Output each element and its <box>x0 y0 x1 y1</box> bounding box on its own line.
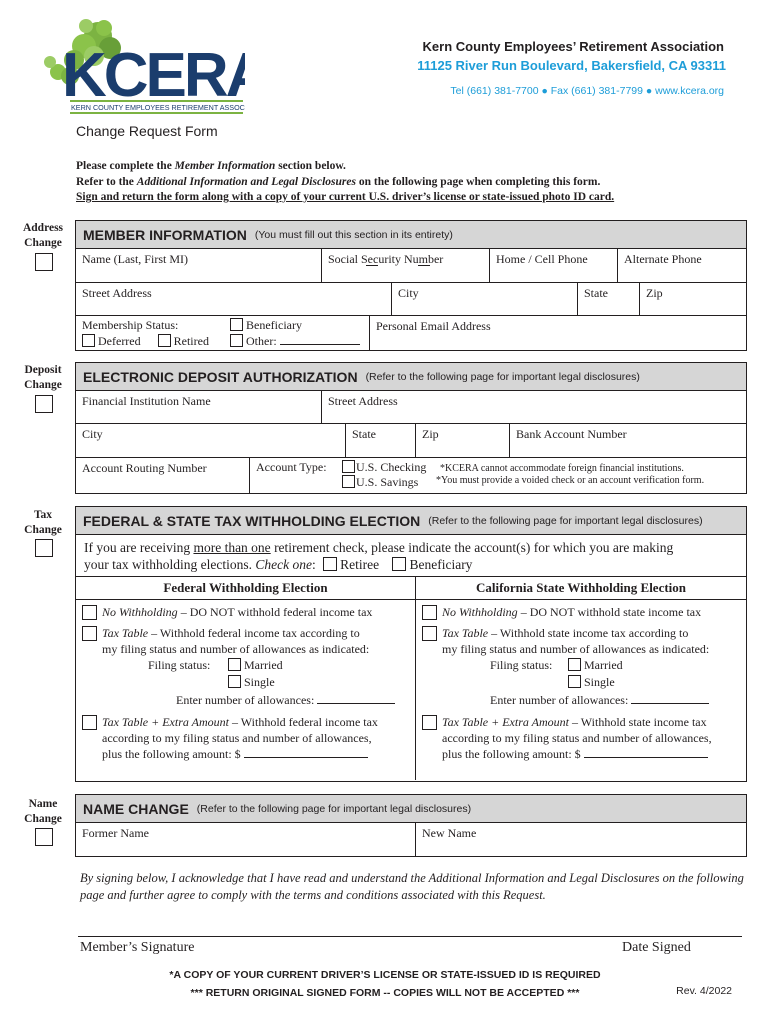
federal-column-heading: Federal Withholding Election <box>76 577 415 600</box>
state-no-withholding-option[interactable]: No Withholding – DO NOT withhold state income tax <box>416 604 746 620</box>
savings-checkbox[interactable] <box>342 475 355 488</box>
other-label: Other: <box>246 334 277 348</box>
tax-change-checkbox[interactable] <box>35 539 53 557</box>
state-extra-amount-input[interactable] <box>584 757 708 758</box>
federal-married-checkbox[interactable] <box>228 658 241 671</box>
deferred-label: Deferred <box>98 334 141 348</box>
state-field[interactable] <box>578 283 640 315</box>
institution-label: Financial Institution Name <box>82 394 211 408</box>
federal-married-option[interactable] <box>228 657 283 674</box>
other-input[interactable] <box>280 344 360 345</box>
other-option[interactable] <box>230 333 360 349</box>
member-section-header <box>76 221 746 249</box>
federal-tax-table-checkbox[interactable] <box>82 626 97 641</box>
name-change-section <box>75 794 747 857</box>
other-checkbox[interactable] <box>230 334 243 347</box>
checking-option[interactable] <box>342 460 426 475</box>
federal-extra-amount-option[interactable]: Tax Table + Extra Amount – Withhold federal income tax according to my filing status and number of allowances, plus the following amount: $ <box>76 714 415 762</box>
state-filing-status-label: Filing status: <box>490 658 553 672</box>
checking-label: U.S. Checking <box>356 460 427 474</box>
ssn-field[interactable] <box>322 249 490 282</box>
state-withholding-column <box>416 577 746 780</box>
ssn-separator <box>366 265 378 266</box>
federal-tax-table-option[interactable]: Tax Table – Withhold federal income tax according to my filing status and number of allowances as indicated: <box>76 625 415 657</box>
retired-option[interactable] <box>158 334 209 348</box>
name-change-title: NAME CHANGE <box>83 800 189 817</box>
city-field[interactable] <box>392 283 578 315</box>
retiree-label: Retiree <box>340 557 380 572</box>
membership-status-field <box>76 316 370 350</box>
member-section-title: MEMBER INFORMATION <box>83 226 247 243</box>
electronic-deposit-section <box>75 362 747 494</box>
logo-graphic <box>40 14 245 118</box>
retiree-option[interactable] <box>323 557 379 572</box>
institution-field[interactable] <box>76 391 322 423</box>
name-change-checkbox[interactable] <box>35 828 53 846</box>
member-information-section <box>75 220 747 351</box>
state-tax-table-checkbox[interactable] <box>422 626 437 641</box>
deposit-section-subtitle: (Refer to the following page for important legal disclosures) <box>365 370 640 383</box>
bank-street-field[interactable] <box>322 391 746 423</box>
federal-filing-status <box>76 657 415 691</box>
state-extra-amount-checkbox[interactable] <box>422 715 437 730</box>
checking-checkbox[interactable] <box>342 460 355 473</box>
tax-beneficiary-label: Beneficiary <box>409 557 473 572</box>
email-field[interactable] <box>370 316 746 350</box>
savings-label: U.S. Savings <box>356 475 419 489</box>
state-column-heading: California State Withholding Election <box>416 577 746 600</box>
email-label: Personal Email Address <box>376 319 491 333</box>
alternate-phone-label: Alternate Phone <box>624 252 702 266</box>
federal-married-label: Married <box>244 658 283 672</box>
federal-single-checkbox[interactable] <box>228 675 241 688</box>
state-married-option[interactable] <box>568 657 623 674</box>
name-change-label: Name Change <box>24 798 62 825</box>
tax-intro: If you are receiving more than one retirement check, please indicate the account(s) for which you are making your tax withholding elections. Check one: Retiree Beneficiary <box>76 535 746 577</box>
state-married-label: Married <box>584 658 623 672</box>
revision-date: Rev. 4/2022 <box>676 985 732 997</box>
org-address: 11125 River Run Boulevard, Bakersfield, CA 93311 <box>417 58 726 73</box>
tax-section-header <box>76 507 746 535</box>
logo-wordmark: KCER <box>62 41 226 110</box>
home-phone-label: Home / Cell Phone <box>496 252 588 266</box>
kcera-logo <box>40 14 245 118</box>
membership-status-label: Membership Status: <box>82 318 179 332</box>
street-address-field[interactable] <box>76 283 392 315</box>
state-label: State <box>584 286 608 300</box>
deferred-checkbox[interactable] <box>82 334 95 347</box>
deposit-section-title: ELECTRONIC DEPOSIT AUTHORIZATION <box>83 368 358 385</box>
bank-state-label: State <box>352 427 376 441</box>
zip-label: Zip <box>646 286 663 300</box>
org-name: Kern County Employees’ Retirement Association <box>422 39 724 54</box>
bank-state-field[interactable] <box>346 424 416 457</box>
deposit-change-label: Deposit Change <box>24 364 62 391</box>
deposit-section-header <box>76 363 746 391</box>
name-field[interactable] <box>76 249 322 282</box>
former-name-field[interactable] <box>76 823 416 856</box>
federal-single-option[interactable] <box>228 674 275 691</box>
date-signed-label: Date Signed <box>622 940 691 955</box>
address-change-checkbox[interactable] <box>35 253 53 271</box>
account-number-field[interactable] <box>510 424 746 457</box>
tax-beneficiary-option[interactable] <box>392 557 472 572</box>
ssn-separator <box>418 265 430 266</box>
beneficiary-option[interactable] <box>230 317 302 333</box>
state-no-withholding-checkbox[interactable] <box>422 605 437 620</box>
state-tax-table-option[interactable]: Tax Table – Withhold state income tax according to my filing status and number of allowances as indicated: <box>416 625 746 657</box>
state-married-checkbox[interactable] <box>568 658 581 671</box>
state-allowances: Enter number of allowances: <box>416 693 746 708</box>
bank-zip-field[interactable] <box>416 424 510 457</box>
new-name-field[interactable] <box>416 823 746 856</box>
bank-city-label: City <box>82 427 103 441</box>
deferred-option[interactable] <box>82 334 141 348</box>
org-contact: Tel (661) 381-7700 ● Fax (661) 381-7799 ● www.kcera.org <box>450 85 724 97</box>
home-phone-field[interactable] <box>490 249 618 282</box>
acknowledgement-text: By signing below, I acknowledge that I have read and understand the Additional Information and Legal Disclosures on the following page and further agree to comply with the terms and conditions associated with this Request. <box>80 871 744 902</box>
routing-number-field[interactable] <box>76 458 250 493</box>
city-label: City <box>398 286 419 300</box>
federal-filing-status-label: Filing status: <box>148 658 211 672</box>
ssn-field-label: Social Security Number <box>328 252 444 266</box>
name-change-subtitle: (Refer to the following page for important legal disclosures) <box>196 802 472 815</box>
voided-check-note: *You must provide a voided check or an account verification form. <box>436 475 705 486</box>
logo-subtext: KERN COUNTY EMPLOYEES RETIREMENT ASSOC <box>71 103 245 112</box>
state-single-option[interactable] <box>568 674 615 691</box>
name-change-header <box>76 795 746 823</box>
state-allowances-input[interactable] <box>631 703 709 704</box>
bank-city-field[interactable] <box>76 424 346 457</box>
new-name-label: New Name <box>422 826 477 840</box>
state-extra-amount-option[interactable]: Tax Table + Extra Amount – Withhold state income tax according to my filing status and number of allowances, plus the following amount: $ <box>416 714 746 762</box>
former-name-label: Former Name <box>82 826 149 840</box>
instruction-line-1: Please complete the Member Information section below. <box>76 160 346 172</box>
tax-section-title: FEDERAL & STATE TAX WITHHOLDING ELECTION <box>83 512 421 529</box>
state-single-checkbox[interactable] <box>568 675 581 688</box>
federal-allowances-input[interactable] <box>317 703 395 704</box>
account-number-label: Bank Account Number <box>516 427 627 441</box>
zip-field[interactable] <box>640 283 746 315</box>
state-filing-status <box>416 657 746 691</box>
tax-section-subtitle: (Refer to the following page for important legal disclosures) <box>428 514 703 527</box>
federal-allowances: Enter number of allowances: <box>76 693 415 708</box>
account-type-field <box>250 458 746 493</box>
deposit-change-checkbox[interactable] <box>35 395 53 413</box>
routing-number-label: Account Routing Number <box>82 461 207 475</box>
alternate-phone-field[interactable] <box>618 249 746 282</box>
retiree-checkbox[interactable] <box>323 557 337 571</box>
federal-extra-amount-checkbox[interactable] <box>82 715 97 730</box>
account-type-label: Account Type: <box>256 460 327 474</box>
bank-zip-label: Zip <box>422 427 439 441</box>
tax-withholding-section <box>75 506 747 782</box>
federal-withholding-column <box>76 577 416 780</box>
instruction-line-3: Sign and return the form along with a copy of your current U.S. driver’s license or state-issued photo ID card. <box>76 191 615 203</box>
street-address-label: Street Address <box>82 286 152 300</box>
foreign-note: *KCERA cannot accommodate foreign financial institutions. <box>440 463 684 474</box>
signature-line[interactable] <box>78 936 742 937</box>
state-single-label: Single <box>584 675 615 689</box>
address-change-label: Address Change <box>22 222 64 249</box>
retired-checkbox[interactable] <box>158 334 171 347</box>
federal-no-withholding-checkbox[interactable] <box>82 605 97 620</box>
bank-street-label: Street Address <box>328 394 398 408</box>
federal-single-label: Single <box>244 675 275 689</box>
savings-option[interactable] <box>342 475 418 490</box>
original-form-notice: *** RETURN ORIGINAL SIGNED FORM -- COPIES WILL NOT BE ACCEPTED *** <box>190 987 580 999</box>
beneficiary-label: Beneficiary <box>246 318 302 332</box>
member-section-subtitle: (You must fill out this section in its entirety) <box>254 228 453 241</box>
tax-change-label: Tax Change <box>24 509 62 536</box>
federal-extra-amount-input[interactable] <box>244 757 368 758</box>
instruction-line-2: Refer to the Additional Information and Legal Disclosures on the following page when completing this form. <box>76 176 601 188</box>
id-required-notice: *A COPY OF YOUR CURRENT DRIVER’S LICENSE OR STATE-ISSUED ID IS REQUIRED <box>169 969 601 981</box>
member-signature-label: Member’s Signature <box>80 940 195 955</box>
form-title: Change Request Form <box>76 123 218 139</box>
name-field-label: Name (Last, First MI) <box>82 252 188 266</box>
retired-label: Retired <box>173 334 209 348</box>
tax-beneficiary-checkbox[interactable] <box>392 557 406 571</box>
federal-no-withholding-option[interactable]: No Withholding – DO NOT withhold federal income tax <box>76 604 415 620</box>
beneficiary-checkbox[interactable] <box>230 318 243 331</box>
